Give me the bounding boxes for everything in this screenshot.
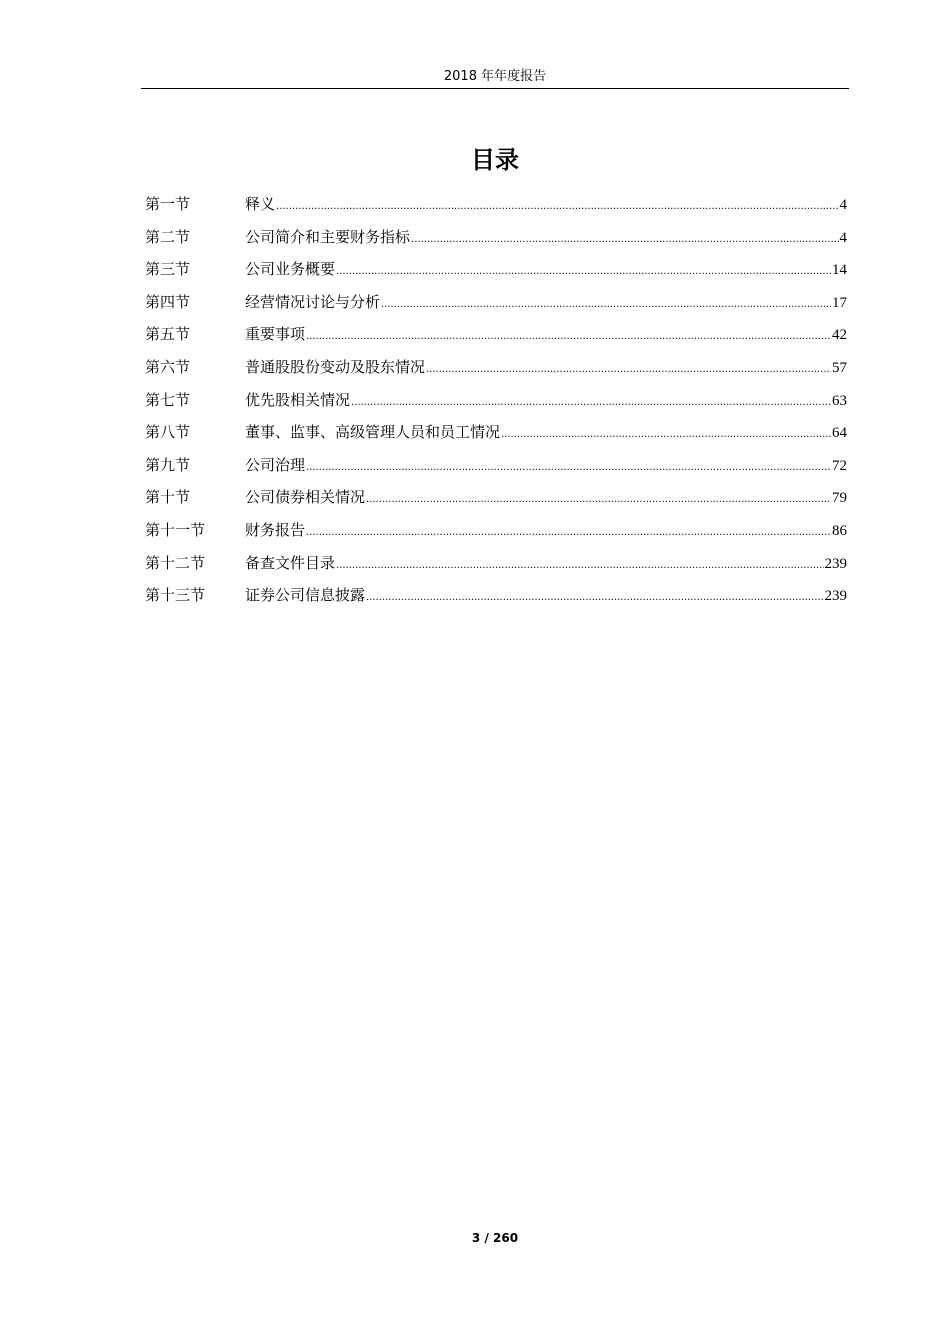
toc-page-number: 4 bbox=[839, 229, 847, 246]
toc-section-number: 第十一节 bbox=[145, 520, 206, 539]
toc-section-number: 第六节 bbox=[145, 357, 191, 376]
toc-entry[interactable] bbox=[145, 225, 847, 258]
toc-section-number: 第四节 bbox=[145, 292, 191, 311]
toc-title: 目录 bbox=[471, 146, 519, 174]
toc-page-number: 14 bbox=[832, 262, 847, 279]
toc-dot-leader bbox=[381, 293, 831, 317]
toc-entry[interactable] bbox=[145, 420, 847, 453]
report-title: 2018 年年度报告 bbox=[443, 69, 547, 84]
toc-page-number: 57 bbox=[832, 359, 847, 376]
toc-entry[interactable] bbox=[145, 290, 847, 323]
toc-entry[interactable] bbox=[145, 355, 847, 388]
toc-section-name: 证券公司信息披露 bbox=[245, 586, 366, 605]
toc-section-name: 董事、监事、高级管理人员和员工情况 bbox=[245, 423, 501, 442]
page-header bbox=[141, 66, 849, 88]
toc-section-name: 公司业务概要 bbox=[245, 260, 336, 279]
toc-entry[interactable] bbox=[145, 551, 847, 584]
toc-page-number: 64 bbox=[832, 425, 847, 442]
toc-entry[interactable] bbox=[145, 388, 847, 421]
toc-entry[interactable] bbox=[145, 257, 847, 290]
toc-section-name: 备查文件目录 bbox=[245, 553, 336, 572]
toc-page-number: 17 bbox=[832, 294, 847, 311]
toc-dot-leader bbox=[336, 554, 823, 578]
toc-entry[interactable] bbox=[145, 583, 847, 616]
toc-entry[interactable] bbox=[145, 322, 847, 355]
toc-section-number: 第九节 bbox=[145, 455, 191, 474]
toc-dot-leader bbox=[351, 391, 831, 415]
toc-section-number: 第八节 bbox=[145, 423, 191, 442]
toc-dot-leader bbox=[411, 228, 838, 252]
toc-entry[interactable] bbox=[145, 518, 847, 551]
page-number: 3 / 260 bbox=[471, 1231, 519, 1245]
toc-section-number: 第十三节 bbox=[145, 586, 206, 605]
toc-entry[interactable] bbox=[145, 453, 847, 486]
toc-section-number: 第十节 bbox=[145, 488, 191, 507]
toc-page-number: 72 bbox=[832, 457, 847, 474]
toc-section-name: 公司治理 bbox=[245, 455, 306, 474]
toc-section-number: 第五节 bbox=[145, 325, 191, 344]
toc-section-name: 财务报告 bbox=[245, 520, 306, 539]
toc-entry[interactable] bbox=[145, 485, 847, 518]
toc-section-name: 普通股股份变动及股东情况 bbox=[245, 357, 426, 376]
toc-section-name: 重要事项 bbox=[245, 325, 306, 344]
toc-section-name: 优先股相关情况 bbox=[245, 390, 351, 409]
toc-section-name: 公司债券相关情况 bbox=[245, 488, 366, 507]
toc-dot-leader bbox=[276, 195, 838, 219]
toc-dot-leader bbox=[501, 423, 831, 447]
toc-dot-leader bbox=[366, 488, 831, 512]
toc-page-number: 239 bbox=[824, 588, 847, 605]
toc-dot-leader bbox=[306, 325, 831, 349]
toc-entry[interactable] bbox=[145, 192, 847, 225]
toc-page-number: 63 bbox=[832, 392, 847, 409]
toc-section-name: 释义 bbox=[245, 195, 276, 213]
toc-section-number: 第二节 bbox=[145, 227, 191, 246]
toc-section-name: 公司简介和主要财务指标 bbox=[245, 227, 411, 246]
page-footer bbox=[141, 1229, 849, 1247]
toc-dot-leader bbox=[426, 358, 831, 382]
toc-page-number: 4 bbox=[839, 197, 847, 213]
header-divider bbox=[141, 88, 849, 89]
toc-page-number: 42 bbox=[832, 327, 847, 344]
toc-dot-leader bbox=[366, 586, 823, 610]
toc-dot-leader bbox=[306, 456, 831, 480]
toc-section-number: 第七节 bbox=[145, 390, 191, 409]
toc-dot-leader bbox=[336, 260, 831, 284]
toc-page-number: 79 bbox=[832, 490, 847, 507]
toc-page-number: 86 bbox=[832, 522, 847, 539]
toc-page-number: 239 bbox=[824, 555, 847, 572]
toc-section-name: 经营情况讨论与分析 bbox=[245, 292, 381, 311]
toc-section-number: 第十二节 bbox=[145, 553, 206, 572]
toc-section-number: 第三节 bbox=[145, 260, 191, 279]
table-of-contents bbox=[145, 192, 847, 616]
toc-section-number: 第一节 bbox=[145, 195, 191, 213]
toc-dot-leader bbox=[306, 521, 831, 545]
